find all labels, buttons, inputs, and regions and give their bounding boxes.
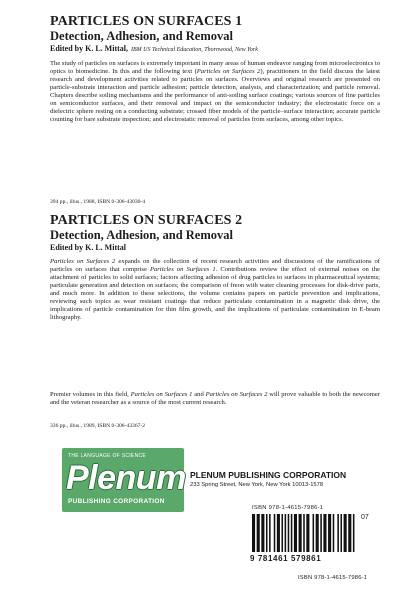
barcode-bar [285,514,287,552]
premier-volumes-note [50,391,380,418]
barcode-bar [306,514,309,552]
isbn-barcode [248,505,378,567]
barcode-bar [328,514,331,552]
barcode-bar [288,514,290,552]
logo-tagline: THE LANGUAGE OF SCIENCE [68,453,147,459]
publisher-address: 233 Spring Street, New York, New York 10013-1578 [190,482,324,488]
plenum-logo [62,448,184,512]
book2-editor: Edited by K. L. Mittal [50,243,127,252]
desc-italic-title: Particles on Surfaces 2 [50,258,116,265]
book2-subtitle: Detection, Adhesion, and Removal [50,228,233,242]
barcode-bar [348,514,351,552]
desc-text: expands on the collection of recent research activities and discussions of the ramifications of particles on surfaces that comprise [50,258,380,274]
premier-italic-title: Particles on Surfaces 2 [205,391,268,398]
publisher-name: PLENUM PUBLISHING CORPORATION [190,470,347,480]
book1-affiliation: IBM US Technical Education, Thornwood, New York [131,47,258,53]
barcode-isbn-label: ISBN 978-1-4615-7986-1 [252,505,324,511]
barcode-bar [266,514,268,552]
barcode-bar [299,514,302,552]
barcode-bar [320,514,322,552]
book2-description [50,258,380,385]
barcode-bar [269,514,271,552]
desc-text: ), practitioners in the field discuss the latest research and development activities related to particles on surfaces. Overviews and original research are presented on particle-substrate interaction and particle adhesion; particle detection, analysis, and characterization; and particle removal. Chapters describe soiling mechanisms and the performance of anti-soiling surface coatings; various sources of fine particles on semiconductor surfaces, and their removal and impact on the semiconductor industry; the electrostatic force on a dielectric sphere resting on a conducting substrate; crossed fiber models of the particle–surface interaction; accurate particle counting for bare substrate inspection; and electrostatic removal of particles from surfaces, among other topics. [50,68,380,124]
barcode-bar [281,514,283,552]
barcode-bar [277,514,280,552]
premier-text: Premier volumes in this field, [50,391,131,398]
barcode-bar [316,514,319,552]
barcode-bar [303,514,305,552]
premier-text: will prove valuable to both the newcomer and the veteran researcher as a source of the most current research. [50,391,380,407]
barcode-bar [252,514,255,552]
barcode-bars [250,514,358,554]
barcode-bar [294,514,297,552]
premier-text: and [192,391,206,398]
book1-pub-info: 394 pp., illus., 1988, ISBN 0-306-43030-4 [50,199,146,205]
barcode-bar [333,514,335,552]
book1-subtitle: Detection, Adhesion, and Removal [50,29,233,43]
book1-editor-name: Edited by K. L. Mittal, [50,44,129,53]
barcode-bar [274,514,276,552]
logo-publishing-corp: PUBLISHING CORPORATION [68,498,165,505]
book1-description [50,60,380,197]
isbn-footer: ISBN 978-1-4615-7986-1 [298,575,368,581]
barcode-bar [340,514,342,552]
premier-italic-title: Particles on Surfaces 1 [130,391,193,398]
barcode-bar [337,514,339,552]
barcode-bar [353,514,355,552]
book1-editor [50,44,258,55]
desc-italic-title: Particles on Surfaces 2 [196,68,261,76]
desc-text: . Contributions review the effect of external noises on the attachment of particles to solid surfaces; factors affecting adhesion of drug particles to surfaces in pharmaceutical systems; particulate generation and detection on surfaces; the comparison of freon with water cleaning processes for disk-drive parts, and much more. In addition to these selections, the volume contains papers on particle prevention and implications, reviewing such topics as wear resistant coatings that reduce particulate contamination in a magnetic disk drive, the implications of particle contamination for thin film growth, and the implications of particulate contamination in E-beam lithography. [50,266,380,322]
barcode-bar [344,514,347,552]
barcode-bar [261,514,264,552]
barcode-bar [313,514,315,552]
barcode-bar [323,514,326,552]
barcode-addon: 07 [361,514,369,521]
logo-wordmark: Plenum [66,459,186,497]
book2-pub-info: 336 pp., illus., 1989, ISBN 0-306-43367-2 [50,423,146,429]
barcode-bar [257,514,260,552]
desc-italic-title: Particles on Surfaces 1 [149,266,216,274]
barcode-bar [291,514,293,552]
barcode-digits: 9 781461 579861 [250,554,322,563]
desc-text: The study of particles on surfaces is extremely important in many areas of human endeavor ranging from microelectronics to optics to biomedicine. In this and the following text ( [50,60,380,76]
book2-title: PARTICLES ON SURFACES 2 [50,213,243,228]
book1-title: PARTICLES ON SURFACES 1 [50,14,243,29]
